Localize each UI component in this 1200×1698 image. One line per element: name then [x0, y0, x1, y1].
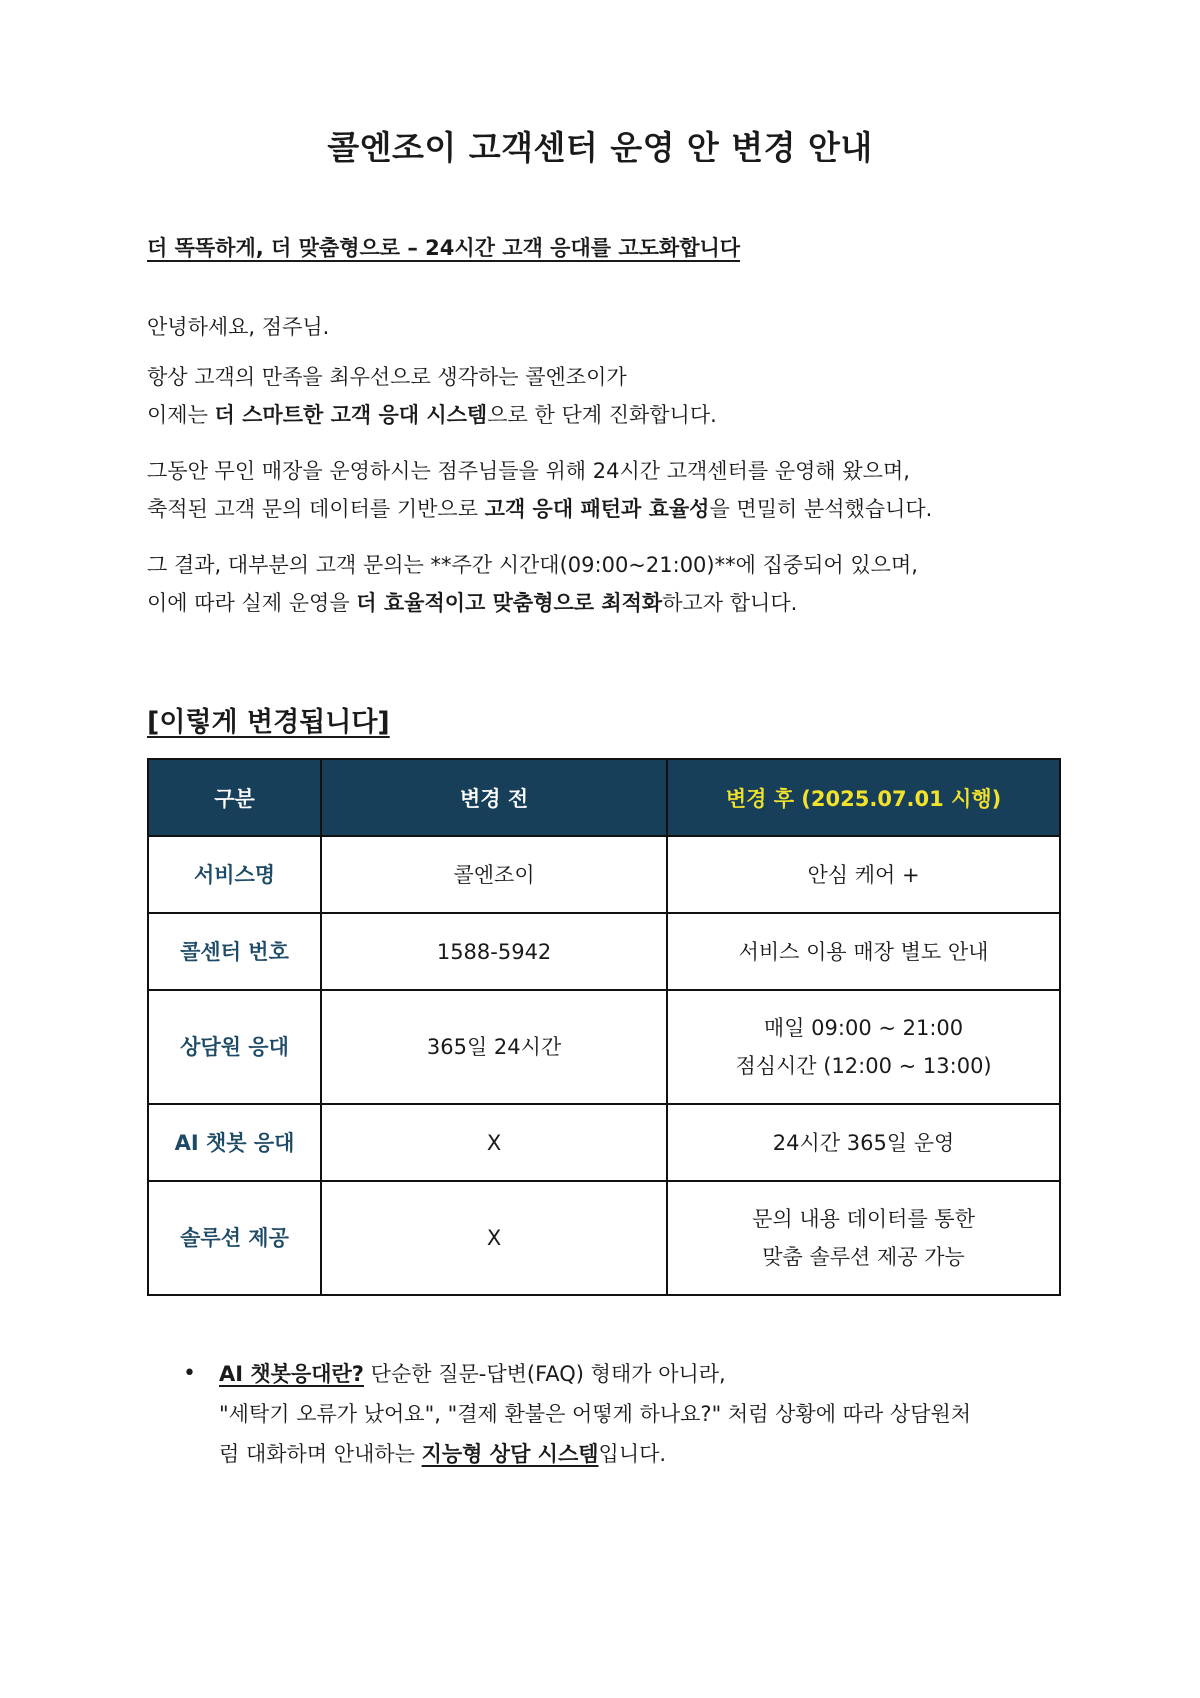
note-lead: AI 챗봇응대란? [219, 1362, 364, 1386]
table-header-row [148, 759, 1060, 836]
row-label: AI 챗봇 응대 [148, 1104, 321, 1181]
table-row [148, 1104, 1060, 1181]
before-cell: 365일 24시간 [321, 990, 667, 1104]
background-emphasis: 고객 응대 패턴과 효율성 [484, 497, 710, 521]
change-table [147, 758, 1061, 1296]
document-subtitle: 더 똑똑하게, 더 맞춤형으로 – 24시간 고객 응대를 고도화합니다 [147, 236, 741, 260]
table-row [148, 836, 1060, 913]
note-line-2: "세탁기 오류가 났어요", "결제 환불은 어떻게 하나요?" 처럼 상황에 따라 상담원처 [219, 1402, 972, 1426]
row-label: 상담원 응대 [148, 990, 321, 1104]
greeting: 안녕하세요, 점주님. [147, 315, 330, 339]
row-label: 솔루션 제공 [148, 1181, 321, 1295]
after-cell: 안심 케어 + [667, 836, 1060, 913]
list-item: • AI 챗봇응대란? 단순한 질문-답변(FAQ) 형태가 아니라, "세탁기 오류가 났어요", "결제 환불은 어떻게 하나요?" 처럼 상황에 따라 상담원처 럼 대화하며 안내하는 지능형 상담 시스템입니다. [147, 1354, 1067, 1474]
background-line-1: 그동안 무인 매장을 운영하시는 점주님들을 위해 24시간 고객센터를 운영해 왔으며, [147, 459, 910, 483]
table-row [148, 990, 1060, 1104]
header-before: 변경 전 [321, 759, 667, 836]
background-paragraph: 그동안 무인 매장을 운영하시는 점주님들을 위해 24시간 고객센터를 운영해 왔으며, 축적된 고객 문의 데이터를 기반으로 고객 응대 패턴과 효율성을 면밀히 분석했습니다. [147, 459, 933, 521]
row-label: 서비스명 [148, 836, 321, 913]
table-row [148, 1181, 1060, 1295]
note-list [147, 1354, 1067, 1474]
after-cell: 24시간 365일 운영 [667, 1104, 1060, 1181]
document-title: 콜엔조이 고객센터 운영 안 변경 안내 [327, 128, 873, 167]
result-emphasis: 더 효율적이고 맞춤형으로 최적화 [356, 591, 663, 615]
intro-paragraph: 항상 고객의 만족을 최우선으로 생각하는 콜엔조이가 이제는 더 스마트한 고객 응대 시스템으로 한 단계 진화합니다. [147, 365, 717, 427]
after-cell: 서비스 이용 매장 별도 안내 [667, 913, 1060, 990]
after-cell: 매일 09:00 ~ 21:00 점심시간 (12:00 ~ 13:00) [667, 990, 1060, 1104]
result-paragraph: 그 결과, 대부분의 고객 문의는 **주간 시간대(09:00~21:00)**에 집중되어 있으며, 이에 따라 실제 운영을 더 효율적이고 맞춤형으로 최적화하고자 합니다. [147, 553, 918, 615]
header-category: 구분 [148, 759, 321, 836]
after-cell: 문의 내용 데이터를 통한 맞춤 솔루션 제공 가능 [667, 1181, 1060, 1295]
before-cell: 1588-5942 [321, 913, 667, 990]
row-label: 콜센터 번호 [148, 913, 321, 990]
intro-line-1: 항상 고객의 만족을 최우선으로 생각하는 콜엔조이가 [147, 365, 627, 389]
before-cell: 콜엔조이 [321, 836, 667, 913]
intro-emphasis: 더 스마트한 고객 응대 시스템 [214, 403, 488, 427]
table-row [148, 913, 1060, 990]
note-emphasis: 지능형 상담 시스템 [421, 1442, 599, 1466]
section-heading: [이렇게 변경됩니다] [147, 707, 390, 738]
before-cell: X [321, 1181, 667, 1295]
bullet-icon: • [183, 1361, 196, 1386]
before-cell: X [321, 1104, 667, 1181]
header-after: 변경 후 (2025.07.01 시행) [667, 759, 1060, 836]
result-line-1: 그 결과, 대부분의 고객 문의는 **주간 시간대(09:00~21:00)**에 집중되어 있으며, [147, 553, 918, 577]
